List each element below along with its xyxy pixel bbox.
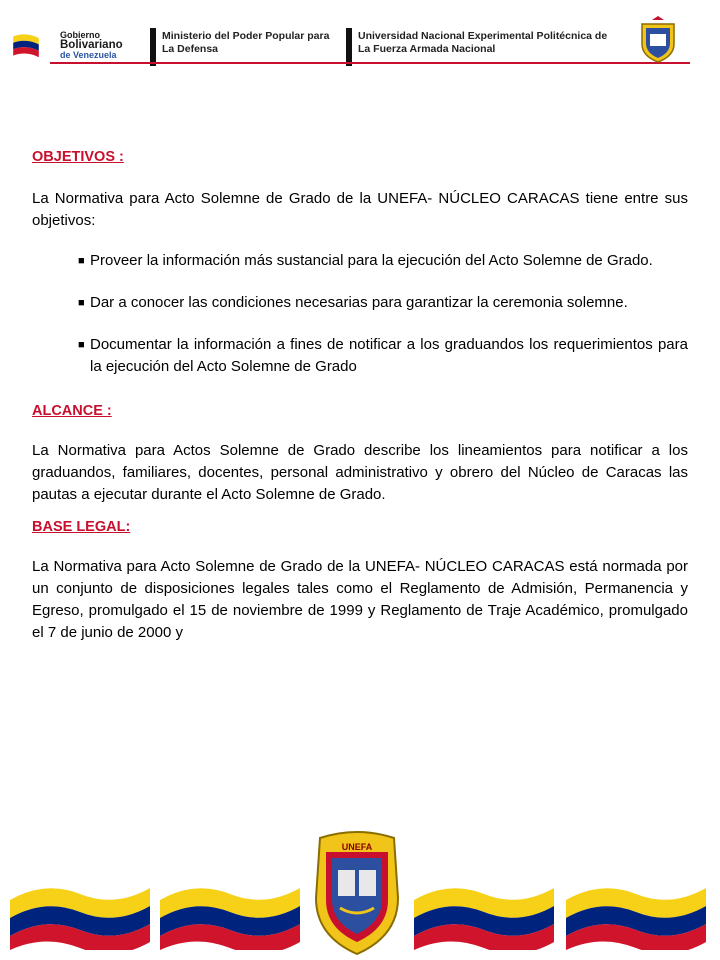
base-legal-heading: BASE LEGAL: [32, 519, 131, 535]
alcance-text: La Normativa para Actos Solemne de Grado describe los lineamientos para notificar a los graduandos, familiares, docentes, personal administrativo y obrero del Núcleo de Caracas las pautas a ejecutar durante el Acto Solemne de Grado. [32, 442, 688, 503]
government-logo-text [60, 30, 123, 60]
venezuela-flag-icon [414, 880, 554, 950]
unefa-shield-icon [300, 828, 414, 956]
venezuela-flag-icon [10, 880, 150, 950]
gov-line-3: de Venezuela [60, 50, 117, 60]
footer-banner [0, 820, 720, 960]
objetivos-intro: La Normativa para Acto Solemne de Grado de la UNEFA- NÚCLEO CARACAS tiene entre sus objetivos: [32, 190, 688, 229]
square-bullet-icon: ■ [78, 297, 85, 309]
list-item-text: Dar a conocer las condiciones necesarias para garantizar la ceremonia solemne. [90, 294, 628, 311]
alcance-heading: ALCANCE : [32, 403, 112, 419]
letterhead [0, 0, 720, 72]
objetivos-heading: OBJETIVOS : [32, 149, 124, 165]
university-line-1: Universidad Nacional Experimental Politécnica de [358, 30, 608, 42]
list-item-text: Documentar la información a fines de notificar a los graduandos los requerimientos para la ejecución del Acto Solemne de Grado [90, 336, 688, 375]
header-red-rule [50, 62, 690, 64]
venezuela-flag-icon [566, 880, 706, 950]
shield-label: UNEFA [341, 842, 373, 852]
venezuela-flag-icon [160, 880, 300, 950]
university-line-2: La Fuerza Armada Nacional [358, 43, 496, 55]
document-body [32, 146, 688, 644]
list-item-text: Proveer la información más sustancial para la ejecución del Acto Solemne de Grado. [90, 252, 653, 269]
list-item [78, 292, 688, 314]
gov-line-2: Bolivariano [60, 39, 123, 51]
header-separator [150, 28, 156, 66]
ministry-name [162, 30, 329, 56]
gov-line-1: Gobierno [60, 30, 100, 40]
ministry-line-1: Ministerio del Poder Popular para [162, 30, 330, 42]
square-bullet-icon: ■ [78, 255, 85, 267]
objetivos-list [32, 250, 688, 378]
ministry-line-2: La Defensa [162, 43, 219, 55]
list-item [78, 334, 688, 378]
square-bullet-icon: ■ [78, 339, 85, 351]
header-separator [346, 28, 352, 66]
venezuela-flag-icon [10, 30, 42, 62]
base-legal-text: La Normativa para Acto Solemne de Grado de la UNEFA- NÚCLEO CARACAS está normada por un conjunto de disposiciones legales tales como el Reglamento de Admisión, Permanencia y Egreso, promulgado el 15 de noviembre de 1999 y Reglamento de Traje Académico, promulgado el 7 de junio de 2000 y [32, 558, 688, 641]
list-item [78, 250, 688, 272]
unefa-shield-icon [634, 16, 682, 64]
university-name [358, 30, 607, 56]
